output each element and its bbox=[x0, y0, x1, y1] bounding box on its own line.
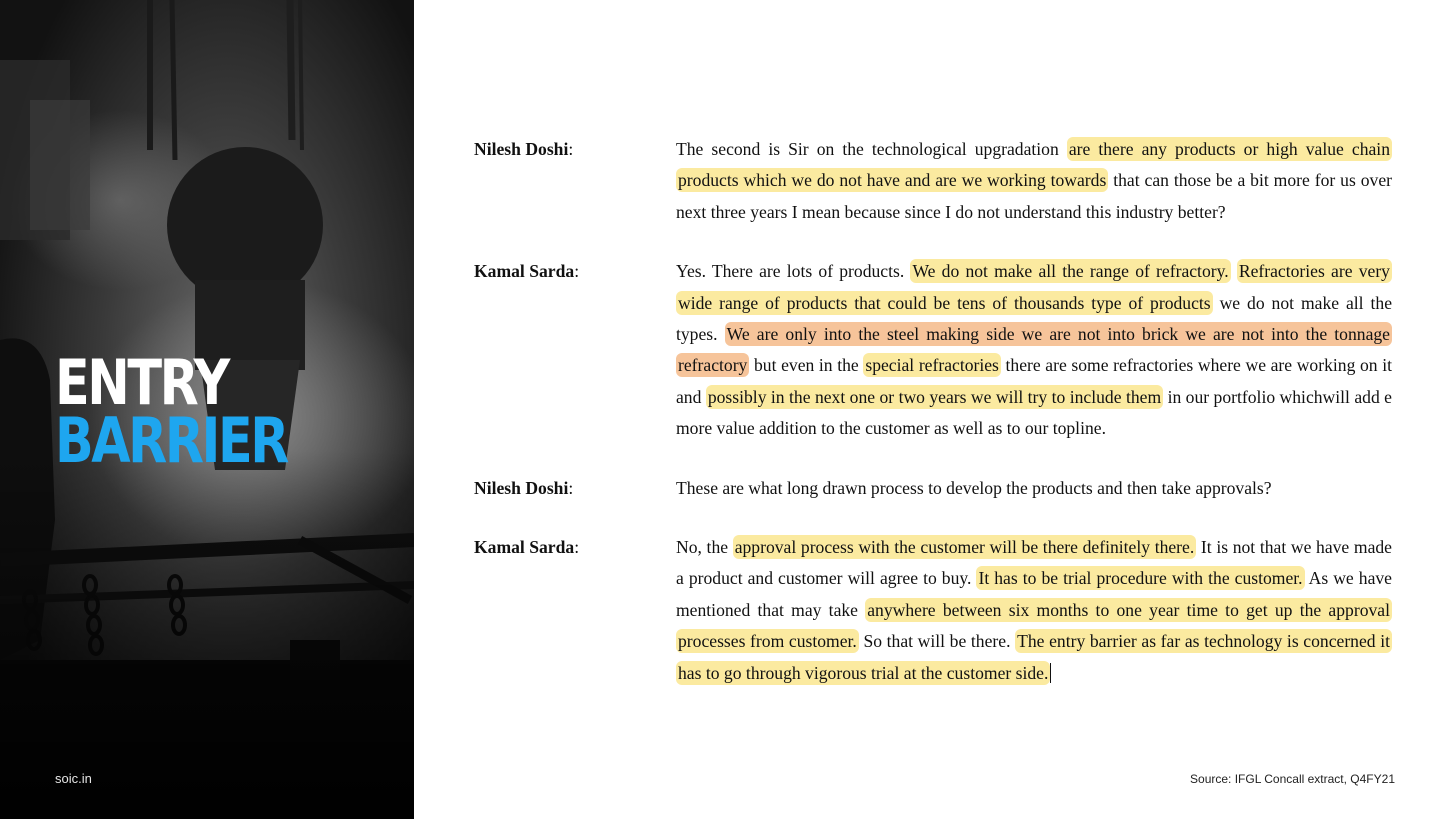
speaker-label: Nilesh Doshi bbox=[474, 477, 569, 498]
speaker-name bbox=[474, 532, 664, 563]
speaker-label: Nilesh Doshi bbox=[474, 139, 569, 159]
transcript-entry bbox=[474, 532, 1392, 689]
title-entry: ENTRY bbox=[55, 346, 228, 419]
text-segment: These are what long drawn process to develop the products and then take approvals? bbox=[676, 477, 1272, 498]
text-segment: there are some refractories where we are working on it and bbox=[676, 355, 1392, 407]
text-segment: we do not make all the types. bbox=[676, 292, 1392, 345]
speaker-colon: : bbox=[574, 261, 580, 282]
text-segment: As we have mentioned that may take bbox=[676, 568, 1392, 620]
highlight-yellow: The entry barrier as far as technology is concerned it has to go through vigorous trial at the customer side. bbox=[678, 631, 1390, 683]
speaker-colon: : bbox=[574, 537, 580, 558]
speaker-label: Kamal Sarda bbox=[474, 537, 575, 558]
text-segment: So that will be there. bbox=[858, 631, 1016, 652]
speaker-colon: : bbox=[568, 477, 574, 498]
text-segment: in our portfolio whichwill add e more value addition to the customer as well as to our topline. bbox=[676, 386, 1392, 439]
text-cursor bbox=[1050, 663, 1051, 683]
source-note: Source: IFGL Concall extract, Q4FY21 bbox=[1190, 772, 1395, 786]
speech-text bbox=[676, 532, 1392, 689]
speech-text bbox=[676, 134, 1392, 228]
site-url[interactable]: soic.in bbox=[55, 771, 92, 786]
transcript-entry bbox=[474, 256, 1392, 444]
text-segment: No, the bbox=[676, 537, 733, 558]
speaker-name bbox=[474, 134, 664, 165]
highlight-yellow: are there any products or high value chain products which we do not have and are we working towards bbox=[678, 139, 1390, 191]
transcript-entry bbox=[474, 473, 1392, 504]
text-segment: It is not that we have made a product and customer will agree to buy. bbox=[676, 537, 1392, 589]
highlight-yellow: anywhere between six months to one year time to get up the approval processes from customer. bbox=[678, 599, 1390, 652]
highlight-yellow: Refractories are very wide range of products that could be tens of thousands type of products bbox=[678, 261, 1390, 313]
highlight-yellow: special refractories bbox=[865, 355, 999, 376]
transcript-entry bbox=[474, 134, 1392, 228]
text-segment: but even in the bbox=[749, 355, 864, 376]
title-barrier: BARRIER bbox=[55, 404, 287, 477]
highlight-yellow: possibly in the next one or two years we will try to include them bbox=[707, 386, 1162, 407]
text-segment: that can those be a bit more for us over next three years I mean because since I do not understand this industry better? bbox=[676, 170, 1392, 222]
speaker-colon: : bbox=[568, 139, 574, 159]
text-segment: Yes. There are lots of products. bbox=[676, 261, 911, 282]
highlight-yellow: approval process with the customer will be there definitely there. bbox=[734, 537, 1195, 558]
transcript bbox=[474, 134, 1392, 717]
speaker-name bbox=[474, 256, 664, 287]
highlight-orange: We are only into the steel making side we are not into brick we are not into the tonnage refractory bbox=[678, 324, 1390, 376]
speech-text bbox=[676, 473, 1392, 504]
speaker-name bbox=[474, 473, 664, 504]
text-segment bbox=[1231, 261, 1237, 281]
speech-text bbox=[676, 256, 1392, 444]
text-segment: The second is Sir on the technological upgradation bbox=[676, 139, 1067, 159]
highlight-yellow: It has to be trial procedure with the customer. bbox=[978, 568, 1303, 589]
highlight-yellow: We do not make all the range of refractory. bbox=[912, 261, 1229, 282]
speaker-label: Kamal Sarda bbox=[474, 261, 575, 282]
left-panel bbox=[0, 0, 414, 819]
